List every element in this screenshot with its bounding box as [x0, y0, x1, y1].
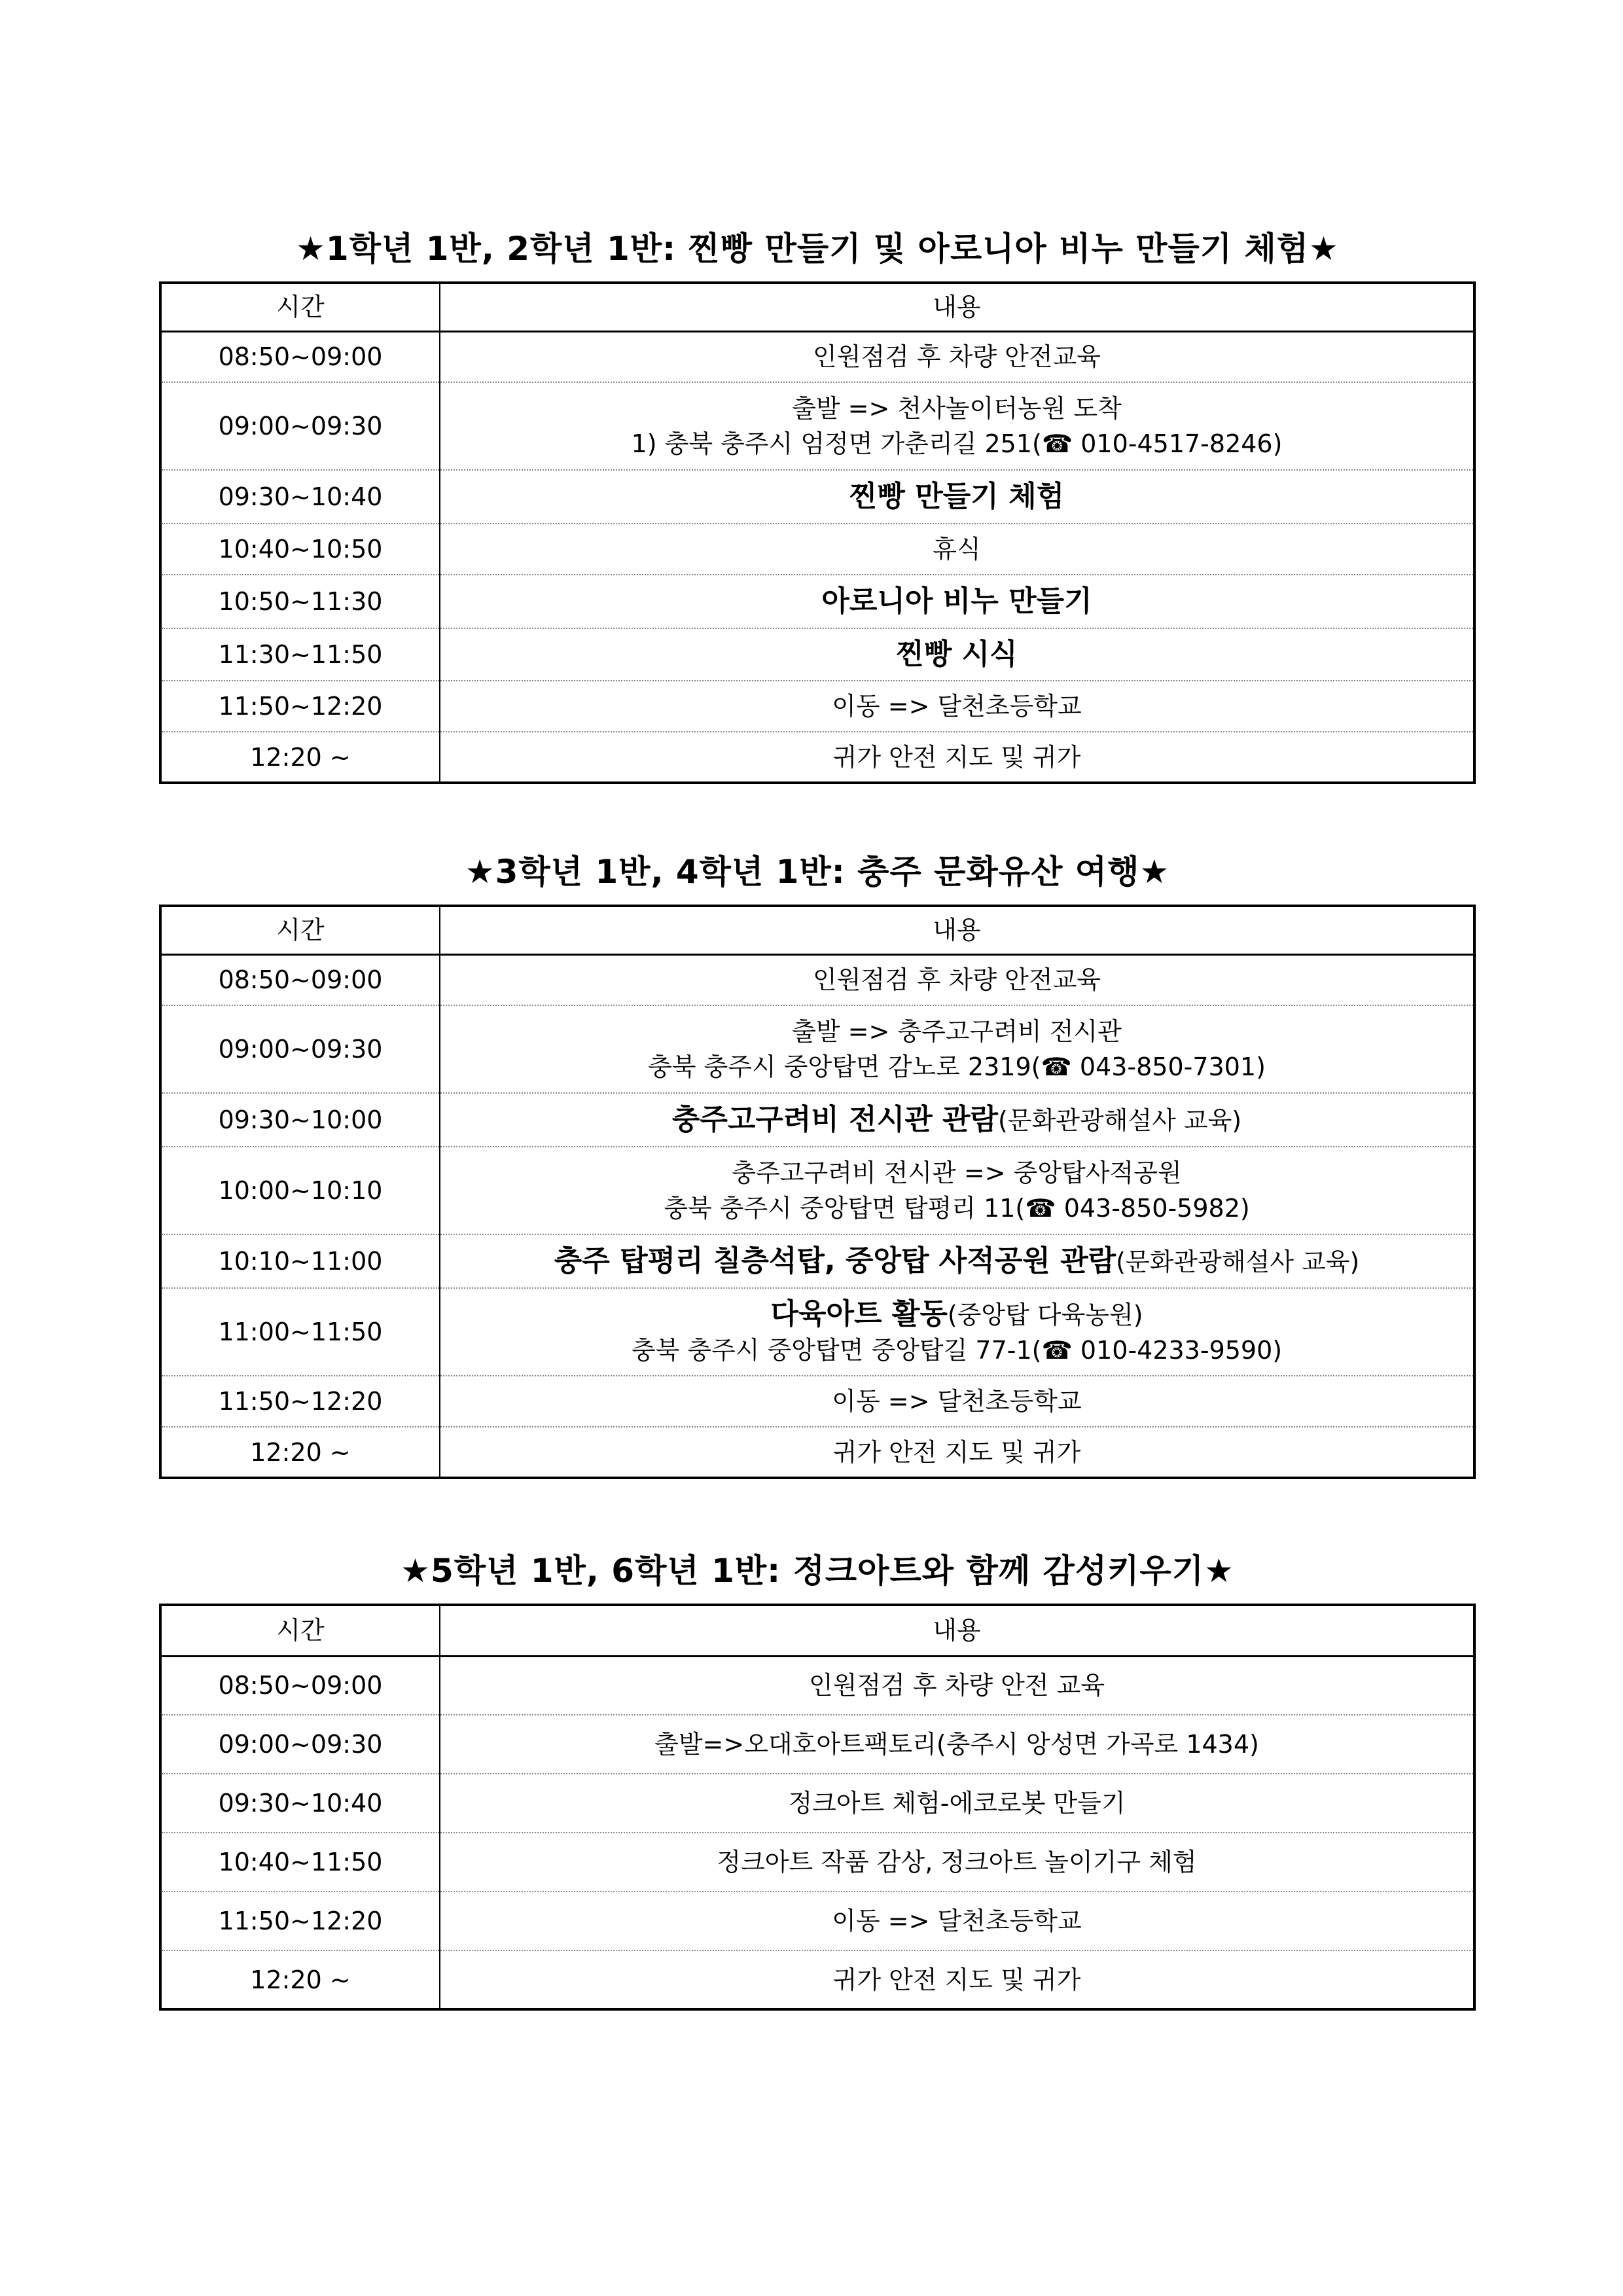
schedule-table: [159, 1604, 1476, 2011]
row-content: [440, 524, 1474, 575]
row-content: [440, 1656, 1474, 1715]
row-time: 11:50~12:20: [160, 681, 440, 732]
row-content: [440, 1288, 1474, 1376]
table-row: [160, 1427, 1474, 1478]
table-row: [160, 1288, 1474, 1376]
row-time: 12:20 ~: [160, 1950, 440, 2009]
table-row: [160, 470, 1474, 524]
row-content: [440, 470, 1474, 524]
row-text: 인원점검 후 차량 안전교육: [812, 965, 1101, 995]
phone-icon: ☎: [1041, 1335, 1073, 1365]
row-text: 정크아트 체험-에코로봇 만들기: [788, 1789, 1126, 1818]
row-time: 10:40~11:50: [160, 1833, 440, 1892]
table-row: [160, 1833, 1474, 1892]
row-text: 정크아트 작품 감상, 정크아트 놀이기구 체험: [717, 1848, 1197, 1876]
header-content: 내용: [440, 283, 1474, 331]
row-content: [440, 1093, 1474, 1147]
phone-icon: ☎: [1041, 1052, 1072, 1081]
row-address: [440, 1191, 1473, 1226]
row-time: 08:50~09:00: [160, 331, 440, 382]
table-row: [160, 331, 1474, 382]
table-row: [160, 1656, 1474, 1715]
row-time: 11:50~12:20: [160, 1376, 440, 1427]
row-text: 충주고구려비 전시관 => 중앙탑사적공원: [732, 1158, 1182, 1187]
row-content: [440, 382, 1474, 470]
phone-number: 043-850-5982): [1056, 1194, 1250, 1223]
row-content: [440, 628, 1474, 681]
row-content: [440, 681, 1474, 732]
phone-icon: ☎: [1041, 429, 1073, 458]
address-text: 1) 충북 충주시 엄정면 가춘리길 251(: [631, 429, 1042, 458]
row-content: [440, 732, 1474, 783]
row-time: 10:40~10:50: [160, 524, 440, 575]
table-row: [160, 954, 1474, 1005]
row-text: 출발=>오대호아트팩토리(충주시 앙성면 가곡로 1434): [654, 1730, 1259, 1759]
row-time: 10:50~11:30: [160, 575, 440, 628]
table-row: [160, 575, 1474, 628]
row-content: [440, 1892, 1474, 1950]
row-time: 11:50~12:20: [160, 1892, 440, 1950]
phone-number: 010-4233-9590): [1072, 1335, 1283, 1365]
row-time: 11:00~11:50: [160, 1288, 440, 1376]
row-address: [440, 1049, 1473, 1085]
address-text: 충북 충주시 중앙탑면 탑평리 11(: [664, 1194, 1026, 1223]
row-content: [440, 1833, 1474, 1892]
row-note: (중앙탑 다육농원): [947, 1300, 1143, 1329]
table-row: [160, 681, 1474, 732]
row-content: [440, 1774, 1474, 1833]
schedule-section-2: [159, 846, 1476, 1479]
row-content: [440, 1005, 1474, 1093]
row-text: 인원점검 후 차량 안전 교육: [808, 1671, 1105, 1700]
row-text: 귀가 안전 지도 및 귀가: [832, 742, 1081, 772]
row-note: (문화관광해설사 교육): [1116, 1247, 1360, 1276]
table-row: [160, 628, 1474, 681]
address-text: 충북 충주시 중앙탑면 감노로 2319(: [648, 1052, 1041, 1081]
row-content: [440, 331, 1474, 382]
row-bold-text: 충주 탑평리 칠층석탑, 중앙탑 사적공원 관람: [554, 1244, 1116, 1278]
row-time: 10:00~10:10: [160, 1147, 440, 1234]
section-title: ★1학년 1반, 2학년 1반: 찐빵 만들기 및 아로니아 비누 만들기 체험★: [296, 230, 1339, 268]
row-text: 이동 => 달천초등학교: [832, 1387, 1082, 1416]
row-address: [440, 426, 1473, 461]
table-row: [160, 1376, 1474, 1427]
row-time: 09:30~10:00: [160, 1093, 440, 1147]
row-content: [440, 954, 1474, 1005]
table-row: [160, 1774, 1474, 1833]
header-content: 내용: [440, 1605, 1474, 1656]
row-content: [440, 575, 1474, 628]
phone-number: 010-4517-8246): [1073, 429, 1283, 458]
table-header-row: [160, 906, 1474, 954]
row-time: 10:10~11:00: [160, 1234, 440, 1288]
table-row: [160, 1147, 1474, 1234]
table-header-row: [160, 1605, 1474, 1656]
row-bold-text: 다육아트 활동: [770, 1297, 948, 1331]
schedule-table: [159, 281, 1476, 784]
header-time: 시간: [160, 906, 440, 954]
row-time: 09:30~10:40: [160, 1774, 440, 1833]
table-row: [160, 732, 1474, 783]
table-row: [160, 1950, 1474, 2009]
row-text: 출발 => 천사놀이터농원 도착: [792, 394, 1122, 423]
table-row: [160, 1234, 1474, 1288]
row-text: 인원점검 후 차량 안전교육: [812, 342, 1101, 372]
schedule-table: [159, 905, 1476, 1479]
row-time: 11:30~11:50: [160, 628, 440, 681]
row-content: [440, 1234, 1474, 1288]
header-time: 시간: [160, 283, 440, 331]
row-bold-text: 아로니아 비누 만들기: [821, 584, 1092, 618]
table-row: [160, 1892, 1474, 1950]
schedule-section-1: [159, 223, 1476, 784]
section-title: ★5학년 1반, 6학년 1반: 정크아트와 함께 감성키우기★: [401, 1552, 1234, 1590]
row-bold-text: 충주고구려비 전시관 관람: [671, 1102, 999, 1136]
table-header-row: [160, 283, 1474, 331]
table-row: [160, 1093, 1474, 1147]
schedule-section-3: [159, 1545, 1476, 2011]
row-time: 09:00~09:30: [160, 382, 440, 470]
table-row: [160, 524, 1474, 575]
row-address: [440, 1333, 1473, 1368]
row-time: 12:20 ~: [160, 732, 440, 783]
row-content: [440, 1427, 1474, 1478]
row-note: (문화관광해설사 교육): [998, 1105, 1242, 1135]
row-text: 출발 => 충주고구려비 전시관: [792, 1017, 1122, 1046]
section-title: ★3학년 1반, 4학년 1반: 충주 문화유산 여행★: [465, 853, 1170, 891]
row-bold-text: 찐빵 만들기 체험: [849, 479, 1065, 513]
table-row: [160, 382, 1474, 470]
row-time: 09:00~09:30: [160, 1715, 440, 1774]
row-content: [440, 1376, 1474, 1427]
row-text: 이동 => 달천초등학교: [832, 1907, 1082, 1935]
row-heading: [440, 1297, 1473, 1333]
header-content: 내용: [440, 906, 1474, 954]
phone-number: 043-850-7301): [1071, 1052, 1266, 1081]
row-time: 08:50~09:00: [160, 1656, 440, 1715]
row-content: [440, 1147, 1474, 1234]
table-row: [160, 1715, 1474, 1774]
row-text: 귀가 안전 지도 및 귀가: [832, 1965, 1081, 1994]
row-content: [440, 1715, 1474, 1774]
address-text: 충북 충주시 중앙탑면 중앙탑길 77-1(: [631, 1335, 1042, 1365]
row-time: 09:30~10:40: [160, 470, 440, 524]
row-text: 휴식: [933, 535, 981, 564]
row-time: 09:00~09:30: [160, 1005, 440, 1093]
row-time: 08:50~09:00: [160, 954, 440, 1005]
row-text: 귀가 안전 지도 및 귀가: [832, 1437, 1081, 1467]
header-time: 시간: [160, 1605, 440, 1656]
row-bold-text: 찐빵 시식: [896, 637, 1018, 671]
row-text: 이동 => 달천초등학교: [832, 692, 1082, 721]
row-time: 12:20 ~: [160, 1427, 440, 1478]
row-content: [440, 1950, 1474, 2009]
table-row: [160, 1005, 1474, 1093]
phone-icon: ☎: [1025, 1194, 1056, 1223]
